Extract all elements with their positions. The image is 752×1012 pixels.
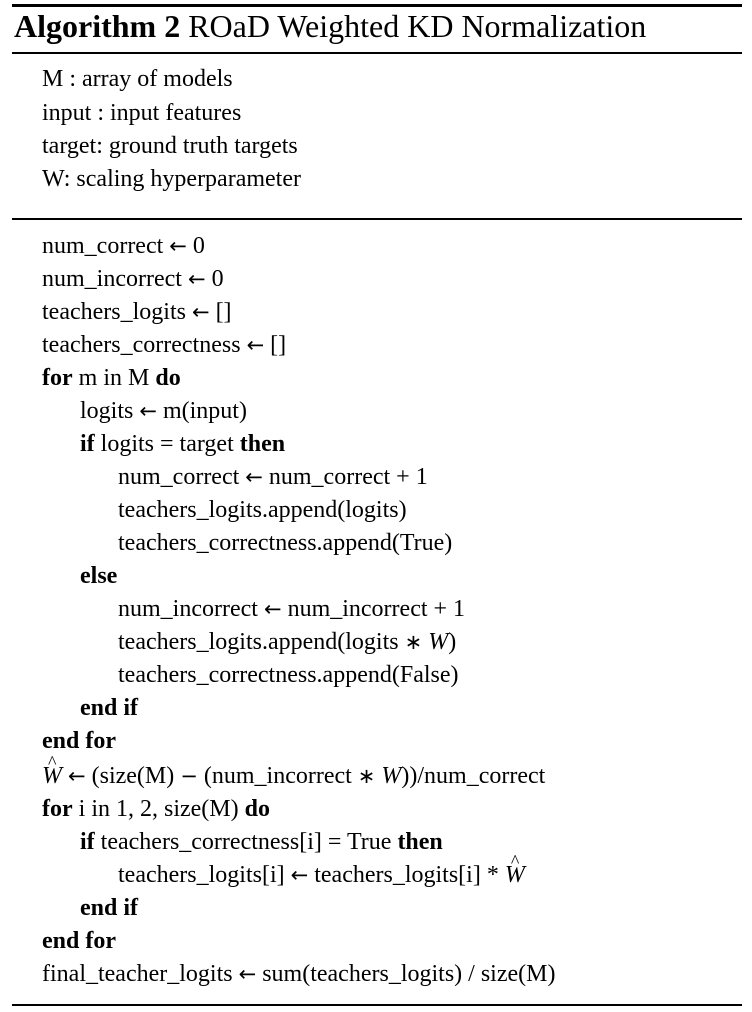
code-line-9: teachers_logits.append(logits) <box>118 497 407 523</box>
code-line-16: end for <box>42 728 116 754</box>
code-line-4: teachers_correctness ← [] <box>42 332 287 358</box>
code-line-20: teachers_logits[i] ← teachers_logits[i] * W ^ <box>118 860 525 890</box>
code-line-14: teachers_correctness.append(False) <box>118 662 459 688</box>
code-line-5: for m in M do <box>42 365 181 391</box>
algorithm-label: Algorithm 2 <box>14 8 181 44</box>
input-line-targets: target: ground truth targets <box>42 133 298 159</box>
input-line-models: M : array of models <box>42 66 233 92</box>
code-line-10: teachers_correctness.append(True) <box>118 530 453 556</box>
input-line-features: input : input features <box>42 100 242 126</box>
algorithm-title: ROaD Weighted KD Normalization <box>188 8 647 44</box>
code-line-17: W ^ ← (size(M) − (num_incorrect ∗ W))/num_correct <box>42 761 545 791</box>
code-line-21: end if <box>80 895 139 921</box>
code-line-15: end if <box>80 695 139 721</box>
bottom-rule <box>12 1004 742 1006</box>
code-line-11: else <box>80 563 118 589</box>
title-rule <box>12 52 742 54</box>
code-line-1: num_correct ← 0 <box>42 233 205 259</box>
code-line-13: teachers_logits.append(logits ∗ W) <box>118 629 457 655</box>
code-line-12: num_incorrect ← num_incorrect + 1 <box>118 596 466 622</box>
w-hat-symbol: W ^ <box>505 860 525 890</box>
code-line-2: num_incorrect ← 0 <box>42 266 224 292</box>
code-line-7: if logits = target then <box>80 431 286 457</box>
code-line-19: if teachers_correctness[i] = True then <box>80 829 443 855</box>
inputs-separator-rule <box>12 218 742 220</box>
code-line-18: for i in 1, 2, size(M) do <box>42 796 270 822</box>
input-line-scaling: W: scaling hyperparameter <box>42 166 301 192</box>
algorithm-caption <box>14 6 646 46</box>
code-line-8: num_correct ← num_correct + 1 <box>118 464 428 490</box>
code-line-6: logits ← m(input) <box>80 398 247 424</box>
code-line-23: final_teacher_logits ← sum(teachers_logits) / size(M) <box>42 961 556 987</box>
code-line-3: teachers_logits ← [] <box>42 299 232 325</box>
w-hat-symbol: W ^ <box>42 761 62 791</box>
code-line-22: end for <box>42 928 116 954</box>
